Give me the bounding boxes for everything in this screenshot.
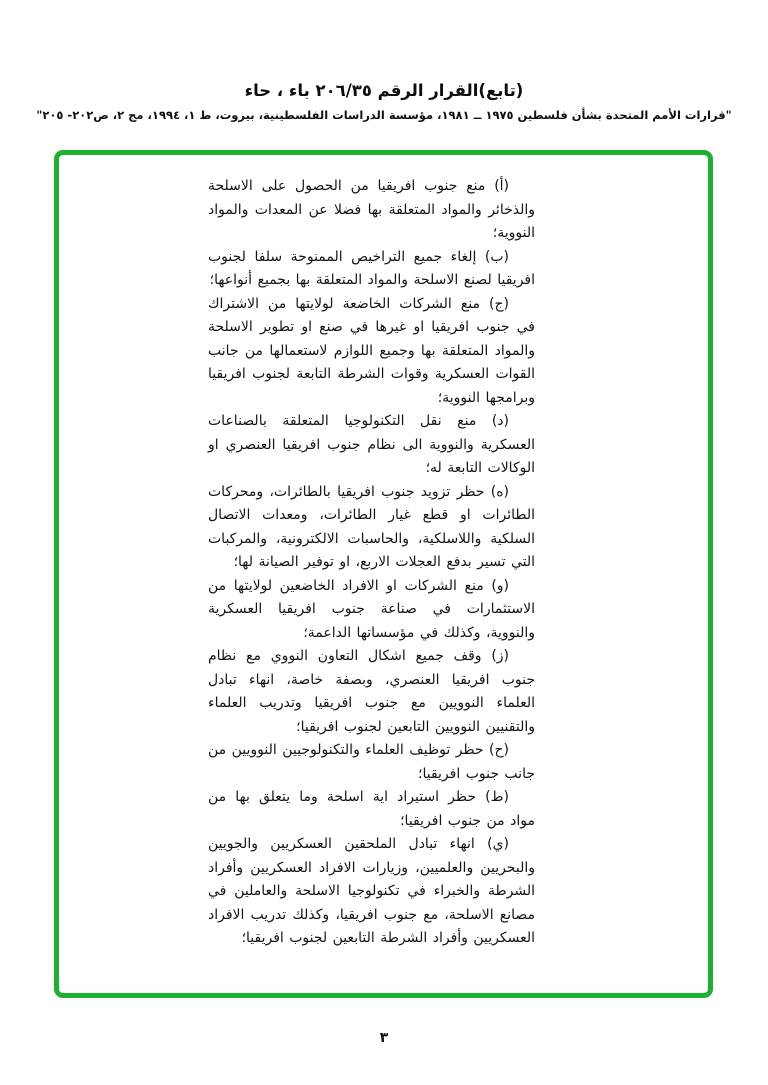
clause-text: منع جنوب افريقيا من الحصول على الاسلحة والذخائر والمواد المتعلقة بها فضلا عن المعدات والمواد النووية؛ bbox=[208, 178, 535, 241]
document-footer bbox=[0, 1030, 768, 1046]
source-citation: "قرارات الأمم المتحدة بشأن فلسطين ١٩٧٥ ــ ١٩٨١، مؤسسة الدراسات الفلسطينية، بيروت، ط ١، ١٩٩٤، مج ٢، ص٢٠٢- ٢٠٥" bbox=[36, 108, 732, 123]
clause-marker: (د) bbox=[491, 413, 510, 429]
clause-text: إلغاء جميع التراخيص الممنوحة سلفا لجنوب افريقيا لصنع الاسلحة والمواد المتعلقة بها بجميع أنواعها؛ bbox=[208, 248, 535, 288]
page-number: ٣ bbox=[379, 1030, 389, 1046]
clause-dal bbox=[208, 410, 535, 481]
clause-waw bbox=[208, 575, 535, 646]
clause-tta bbox=[208, 786, 535, 833]
clause-text: منع الشركات او الافراد الخاضعين لولايتها من الاستثمارات في صناعة جنوب افريقيا العسكرية والنووية، وكذلك في مؤسساتها الداعمة؛ bbox=[208, 577, 535, 641]
resolution-title: (تابع)القرار الرقم ٢٠٦/٣٥ باء ، حاء bbox=[244, 81, 524, 100]
clause-ha bbox=[208, 481, 535, 575]
clause-jeem bbox=[208, 293, 535, 411]
document-header bbox=[0, 80, 768, 123]
clause-marker: (ز) bbox=[491, 648, 509, 664]
clause-text: منع نقل التكنولوجيا المتعلقة بالصناعات العسكرية والنووية الى نظام جنوب افريقيا العنصري او الوكالات التابعة له؛ bbox=[208, 413, 535, 476]
clause-hha bbox=[208, 739, 535, 786]
clause-text: حظر تزويد جنوب افريقيا بالطائرات، ومحركات الطائرات او قطع غيار الطائرات، ومعدات الاتصال السلكية واللاسلكية، والحاسبات الالكترونية، والمركبات التي تسير بدفع العجلات الاربع، او توفير الصيانة لها؛ bbox=[208, 483, 535, 570]
clause-text: حظر توظيف العلماء والتكنولوجيين النوويين من جانب جنوب افريقيا؛ bbox=[208, 742, 535, 782]
clause-marker: (ي) bbox=[487, 836, 510, 852]
clause-marker: (ط) bbox=[485, 789, 510, 805]
resolution-clauses bbox=[208, 175, 535, 951]
clause-marker: (ب) bbox=[484, 248, 509, 265]
clause-marker: (و) bbox=[491, 577, 509, 594]
clause-text: وقف جميع اشكال التعاون النووي مع نظام جنوب افريقيا العنصري، وبصفة خاصة، انهاء تبادل العلماء النوويين مع جنوب افريقيا وتدريب العلماء والتقنيين النوويين التابعين لجنوب افريقيا؛ bbox=[208, 648, 535, 735]
resolution-text-frame bbox=[54, 150, 713, 998]
clause-text: منع الشركات الخاضعة لولايتها من الاشتراك في جنوب افريقيا او غيرها في صنع او تطوير الاسلحة والمواد المتعلقة بها وجميع اللوازم لاستعمالها من جانب القوات العسكرية وقوات الشرطة التابعة لجنوب افريقيا وبرامجها النووية؛ bbox=[208, 295, 535, 406]
clause-marker: (ح) bbox=[489, 742, 509, 758]
clause-ba bbox=[208, 246, 535, 293]
clause-text: انهاء تبادل الملحقين العسكريين والجويين والبحريين والعلميين، وزيارات الافراد العسكريين وأفراد الشرطة والخبراء في تكنولوجيا الاسلحة والعاملين في مصانع الاسلحة، مع جنوب افريقيا، وكذلك تدريب الافراد العسكريين وأفراد الشرطة التابعين لجنوب افريقيا؛ bbox=[208, 836, 535, 946]
clause-marker: (ج) bbox=[489, 295, 509, 312]
clause-text: حظر استيراد اية اسلحة وما يتعلق بها من مواد من جنوب افريقيا؛ bbox=[208, 789, 535, 829]
clause-alef bbox=[208, 175, 535, 246]
clause-marker: (أ) bbox=[494, 178, 510, 194]
clause-zay bbox=[208, 645, 535, 739]
clause-marker: (ه) bbox=[490, 483, 510, 500]
clause-ya bbox=[208, 833, 535, 951]
